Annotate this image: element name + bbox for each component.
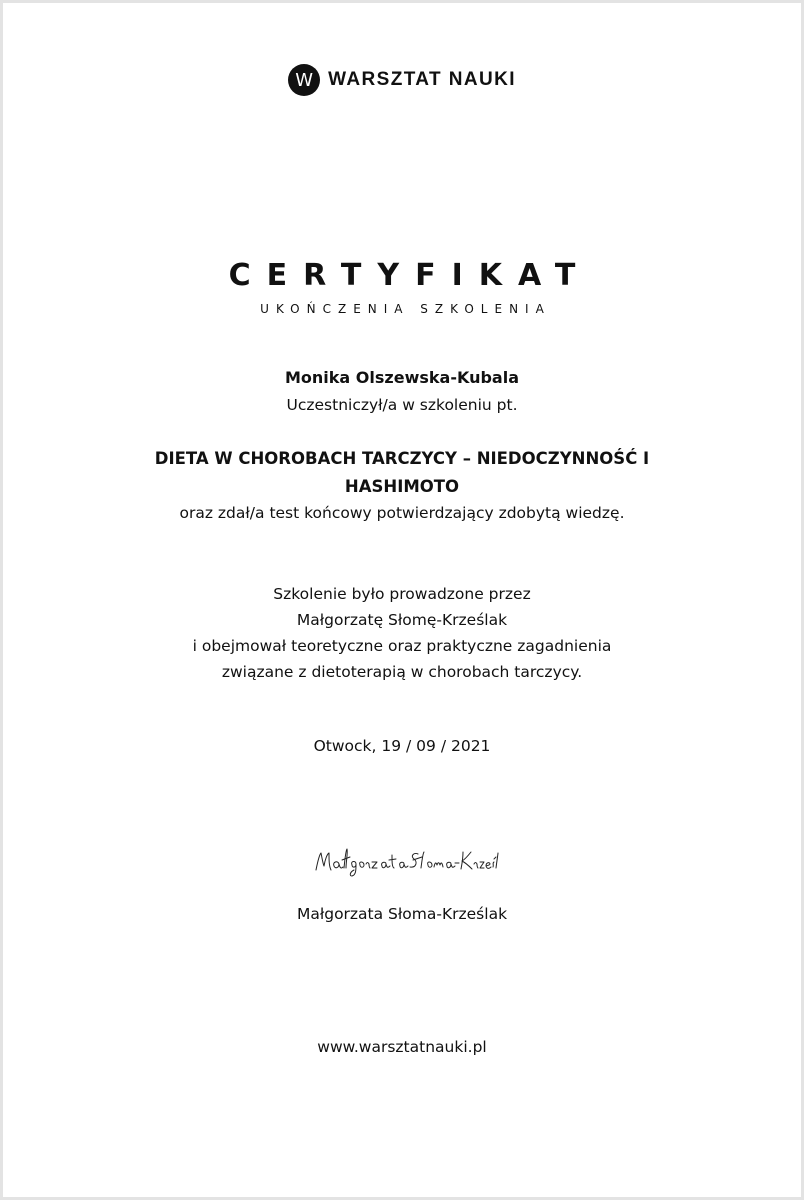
participant-name: Monika Olszewska-Kubala bbox=[285, 368, 519, 387]
scope-line1: i obejmował teoretyczne oraz praktyczne zagadnienia bbox=[192, 637, 612, 655]
scope-line2: związane z dietoterapią w chorobach tarczycy. bbox=[221, 663, 583, 681]
website-url: www.warsztatnauki.pl bbox=[317, 1038, 487, 1056]
logo-mark-icon: W bbox=[288, 64, 320, 96]
trainer-block bbox=[0, 581, 804, 685]
passed-text: oraz zdał/a test końcowy potwierdzający zdobytą wiedzę. bbox=[179, 504, 625, 522]
brand-name: WARSZTAT NAUKI bbox=[328, 69, 516, 90]
place-date: Otwock, 19 / 09 / 2021 bbox=[313, 737, 491, 755]
course-title bbox=[0, 445, 804, 501]
certificate-subtitle: UKOŃCZENIA SZKOLENIA bbox=[260, 302, 551, 316]
trainer-name: Małgorzatę Słomę-Krześlak bbox=[296, 611, 508, 629]
participation-text: Uczestniczył/a w szkoleniu pt. bbox=[286, 396, 518, 414]
signer-name: Małgorzata Słoma-Krześlak bbox=[296, 905, 508, 923]
handwritten-signature bbox=[310, 840, 500, 880]
trainer-intro: Szkolenie było prowadzone przez bbox=[273, 585, 531, 603]
brand-logo bbox=[0, 64, 804, 96]
course-title-line1: DIETA W CHOROBACH TARCZYCY – NIEDOCZYNNOŚĆ I bbox=[154, 449, 650, 468]
course-title-line2: HASHIMOTO bbox=[344, 477, 460, 496]
certificate-title: CERTYFIKAT bbox=[228, 258, 592, 293]
